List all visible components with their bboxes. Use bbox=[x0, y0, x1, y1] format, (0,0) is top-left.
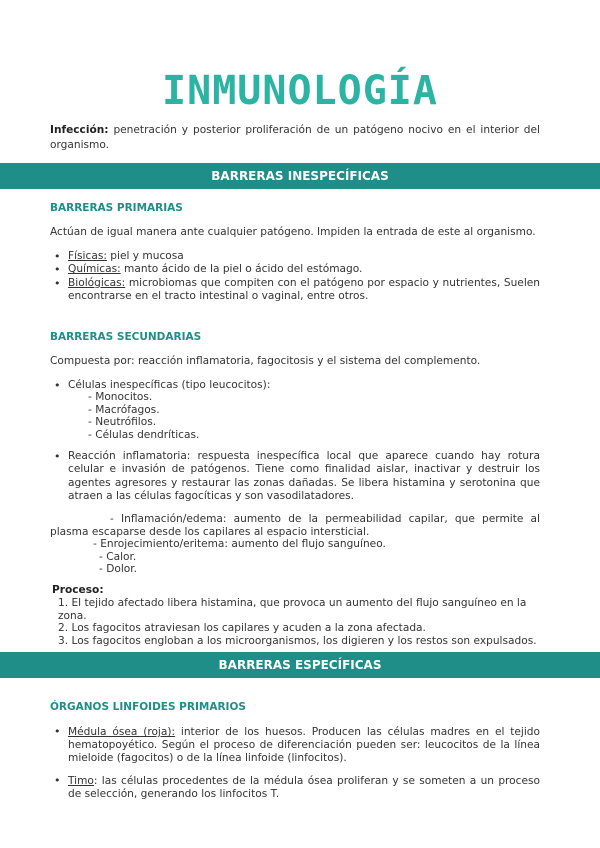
reaccion-list bbox=[50, 450, 540, 504]
primarias-list bbox=[50, 250, 540, 304]
celulas-sublist bbox=[88, 391, 199, 442]
list-item: - Calor. bbox=[99, 550, 137, 563]
intro-text: penetración y posterior proliferación de un patógeno nocivo en el interior del organismo. bbox=[50, 124, 540, 151]
list-item: 2. Los fagocitos atraviesan los capilares y acuden a la zona afectada. bbox=[58, 622, 426, 635]
heading-organos-linfoides: ÓRGANOS LINFOIDES PRIMARIOS bbox=[50, 701, 246, 713]
band-barreras-inespecificas: BARRERAS INESPECÍFICAS bbox=[0, 163, 600, 189]
list-item: • Reacción inflamatoria: respuesta inespecífica local que aparece cuando hay rotura celular e invasión de patógenos. Tiene como finalidad aislar, inactivar y destruir los agentes agresores y restaurar las zonas dañadas. Se libera histamina y serotonina que atraen a las células fagocíticas y son vasodilatadores. bbox=[50, 450, 540, 504]
organos-list-timo bbox=[50, 775, 540, 801]
intro-label: Infección: bbox=[50, 124, 109, 136]
list-item: - Células dendríticas. bbox=[88, 429, 200, 442]
proceso-list bbox=[58, 597, 548, 647]
list-item: • Médula ósea (roja): interior de los huesos. Producen las células madres en el tejido hematopoyético. Según el proceso de diferenciación pueden ser: leucocitos de la línea mieloide (fagocitos) o de la línea linfoide (linfocitos). bbox=[50, 726, 540, 764]
heading-barreras-secundarias: BARRERAS SECUNDARIAS bbox=[50, 331, 202, 343]
organos-list bbox=[50, 726, 540, 764]
list-item: - Neutrófilos. bbox=[88, 416, 157, 429]
page-title: INMUNOLOGÍA bbox=[162, 68, 438, 114]
secundarias-description: Compuesta por: reacción inflamatoria, fagocitosis y el sistema del complemento. bbox=[50, 355, 481, 367]
proceso-label: Proceso: bbox=[52, 584, 104, 596]
list-item: - Macrófagos. bbox=[88, 403, 160, 416]
list-item: • Físicas: piel y mucosa bbox=[50, 250, 540, 263]
list-item: 3. Los fagocitos engloban a los microorganismos, los digieren y los restos son expulsados. bbox=[58, 634, 537, 647]
intro-paragraph bbox=[50, 123, 540, 153]
list-item: • Biológicas: microbiomas que compiten con el patógeno por espacio y nutrientes, Suelen encontrarse en el tracto intestinal o vaginal, entre otros. bbox=[50, 277, 540, 304]
list-item: - Dolor. bbox=[99, 563, 138, 576]
heading-barreras-primarias: BARRERAS PRIMARIAS bbox=[50, 202, 183, 214]
inflamacion-text: - Inflamación/edema: aumento de la permeabilidad capilar, que permite al plasma escaparse desde los capilares al espacio intersticial. bbox=[50, 513, 540, 538]
band-barreras-especificas: BARRERAS ESPECÍFICAS bbox=[0, 652, 600, 678]
signos-list bbox=[93, 538, 386, 576]
list-item: • Timo: las células procedentes de la médula ósea proliferan y se someten a un proceso de selección, generando los linfocitos T. bbox=[50, 775, 540, 801]
list-item: - Enrojecimiento/eritema: aumento del flujo sanguíneo. bbox=[93, 538, 386, 550]
list-item: • Químicas: manto ácido de la piel o ácido del estómago. bbox=[50, 263, 540, 276]
list-item: - Monocitos. bbox=[88, 391, 153, 403]
primarias-description: Actúan de igual manera ante cualquier patógeno. Impiden la entrada de este al organismo. bbox=[50, 226, 536, 238]
list-item: 1. El tejido afectado libera histamina, que provoca un aumento del flujo sanguíneo en la zona. bbox=[58, 597, 527, 622]
list-item: • Células inespecíficas (tipo leucocitos): bbox=[50, 379, 540, 392]
